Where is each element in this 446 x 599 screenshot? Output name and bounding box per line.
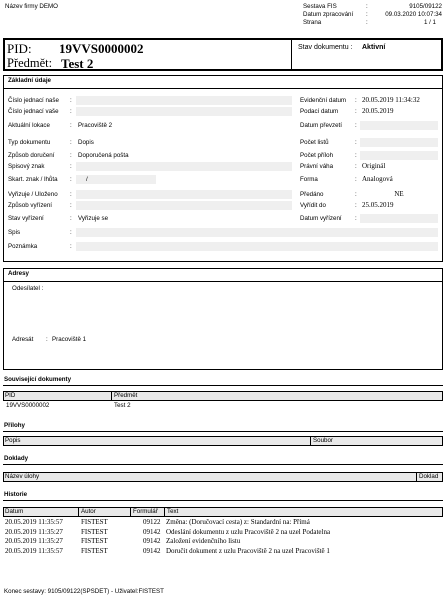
sender-label: Odesílatel : [12, 285, 44, 292]
history-text: Založení evidenčního listu [166, 537, 241, 545]
divider [3, 385, 443, 386]
colon: : [70, 163, 72, 170]
history-date: 20.05.2019 11:35:27 [5, 527, 63, 536]
column-task-name: Název úlohy [5, 473, 40, 480]
field-value: NE [394, 190, 404, 198]
column-date: Datum [5, 508, 24, 515]
field-label: Stav vyřízení [8, 215, 44, 222]
report-label: Sestava FIS [303, 3, 337, 10]
field-label: Spis [8, 229, 21, 236]
column-file: Soubor [313, 437, 333, 444]
field-value: Analogová [362, 175, 393, 183]
receipts-title: Doklady [4, 455, 29, 462]
subject-label: Předmět: [7, 56, 53, 70]
field-label: Vyřídit do [300, 202, 326, 209]
column-pid: PID [5, 392, 16, 399]
colon: : [366, 11, 368, 18]
colon: : [355, 122, 357, 129]
divider [111, 392, 112, 400]
recipient-label: Adresát [12, 336, 34, 343]
divider [4, 88, 442, 89]
field-label: Podací datum [300, 108, 339, 115]
field-label: Skart. znak / lhůta [8, 176, 58, 183]
colon: : [355, 139, 357, 146]
field-label: Spisový znak [8, 163, 45, 170]
field-label: Číslo jednací vaše [8, 108, 59, 115]
column-document: Doklad [419, 473, 439, 480]
divider [310, 437, 311, 445]
colon: : [70, 229, 72, 236]
field-label: Vyřizuje / Uloženo [8, 191, 58, 198]
addresses-title: Adresy [8, 270, 29, 277]
field-background [76, 175, 156, 184]
colon: : [70, 97, 72, 104]
colon: : [355, 97, 357, 104]
colon: : [70, 122, 72, 129]
field-background [360, 121, 438, 130]
colon: : [70, 108, 72, 115]
divider [4, 281, 442, 282]
history-table-header [3, 507, 443, 517]
field-value: Doporučená pošta [78, 152, 129, 159]
subject-value: Test 2 [61, 56, 94, 71]
column-author: Autor [81, 508, 96, 515]
column-description: Popis [5, 437, 21, 444]
pid-value: 19VVS0000002 [59, 41, 144, 56]
column-text: Text [167, 508, 179, 515]
divider [3, 431, 443, 432]
history-form: 09142 [143, 546, 161, 555]
field-value: 20.05.2019 [362, 107, 394, 115]
field-background [76, 96, 292, 105]
addresses-section [3, 268, 443, 370]
colon: : [355, 163, 357, 170]
column-form: Formulář [133, 508, 158, 515]
field-label: Právní váha [300, 163, 334, 170]
field-value: / [86, 176, 88, 183]
colon: : [70, 176, 72, 183]
field-label: Datum převzetí [300, 122, 342, 129]
history-title: Historie [4, 491, 28, 498]
colon: : [355, 202, 357, 209]
field-label: Předáno [300, 191, 324, 198]
processing-date-label: Datum zpracování [303, 11, 354, 18]
document-state-value: Aktivní [362, 44, 386, 51]
history-text: Odeslání dokumentu z uzlu Pracoviště 2 na uzel Podatelna [166, 527, 331, 536]
page-number: 1 / 1 [423, 19, 436, 26]
field-label: Aktuální lokace [8, 122, 50, 129]
field-background [76, 201, 292, 210]
divider [291, 40, 292, 69]
divider [130, 508, 131, 516]
colon: : [70, 139, 72, 146]
related-table-header [3, 391, 443, 401]
field-label: Evidenční datum [300, 97, 347, 104]
divider [78, 508, 79, 516]
related-documents-title: Související dokumenty [4, 376, 72, 383]
history-form: 09122 [143, 518, 161, 526]
divider [3, 500, 443, 501]
attachments-table-header [3, 436, 443, 446]
history-author: FISTEST [81, 518, 108, 526]
field-background [76, 107, 292, 116]
colon: : [355, 176, 357, 183]
page-label: Strana [303, 19, 322, 26]
field-label: Způsob vyřízení [8, 202, 53, 209]
field-label: Typ dokumentu [8, 139, 51, 146]
field-label: Číslo jednací naše [8, 97, 59, 104]
history-form: 09142 [143, 537, 161, 545]
report-footer: Konec sestavy: 9105/09122(SPSDET) - Uživatel:FISTEST [4, 588, 164, 595]
colon: : [70, 191, 72, 198]
colon: : [355, 152, 357, 159]
related-subject: Test 2 [114, 402, 131, 409]
history-author: FISTEST [81, 537, 108, 545]
attachments-title: Přílohy [4, 422, 25, 429]
field-background [360, 151, 438, 160]
field-label: Způsob doručení [8, 152, 55, 159]
history-text: Doručit dokument z uzlu Pracoviště 2 na uzel Pracoviště 1 [166, 546, 330, 555]
history-author: FISTEST [81, 546, 108, 555]
colon: : [46, 336, 48, 343]
history-author: FISTEST [81, 527, 108, 536]
history-date: 20.05.2019 11:35:57 [5, 518, 63, 526]
divider [164, 508, 165, 516]
colon: : [70, 215, 72, 222]
colon: : [366, 3, 368, 10]
field-background [360, 138, 438, 147]
basic-data-title: Základní údaje [8, 77, 51, 84]
history-date: 20.05.2019 11:35:57 [5, 546, 63, 555]
field-value: Vyřizuje se [78, 215, 109, 222]
field-background [76, 228, 438, 237]
history-text: Změna: (Doručovací cesta) z: Standardní na: Přímá [166, 518, 310, 526]
field-background [360, 214, 438, 223]
colon: : [70, 152, 72, 159]
field-background [76, 190, 292, 199]
column-subject: Předmět [114, 392, 138, 399]
field-value: Originál [362, 162, 386, 170]
field-label: Počet listů [300, 139, 329, 146]
colon: : [70, 202, 72, 209]
field-label: Datum vyřízení [300, 215, 342, 222]
colon: : [70, 243, 72, 250]
document-title-box [3, 38, 443, 71]
colon: : [355, 108, 357, 115]
company-name: Název firmy DEMO [5, 3, 58, 10]
field-label: Poznámka [8, 243, 38, 250]
divider [416, 473, 417, 481]
receipts-table-header [3, 472, 443, 482]
document-state-label: Stav dokumentu : [298, 44, 353, 51]
colon: : [355, 191, 357, 198]
history-form: 09142 [143, 527, 161, 536]
colon: : [355, 215, 357, 222]
history-date: 20.05.2019 11:35:27 [5, 537, 63, 545]
field-background [76, 162, 292, 171]
related-pid: 19VVS0000002 [6, 402, 50, 409]
field-background [76, 242, 438, 251]
divider [3, 464, 443, 465]
field-label: Počet příloh [300, 152, 334, 159]
pid-label: PID: [7, 41, 32, 56]
recipient-value: Pracoviště 1 [52, 336, 87, 343]
field-value: 20.05.2019 11:34:32 [362, 96, 420, 104]
colon: : [366, 19, 368, 26]
report-number: 9105/09122 [409, 3, 442, 10]
field-label: Forma [300, 176, 318, 183]
field-value: Dopis [78, 139, 94, 146]
processing-date: 09.03.2020 10:07:34 [385, 11, 442, 18]
field-value: 25.05.2019 [362, 201, 394, 209]
field-value: Pracoviště 2 [78, 122, 113, 129]
